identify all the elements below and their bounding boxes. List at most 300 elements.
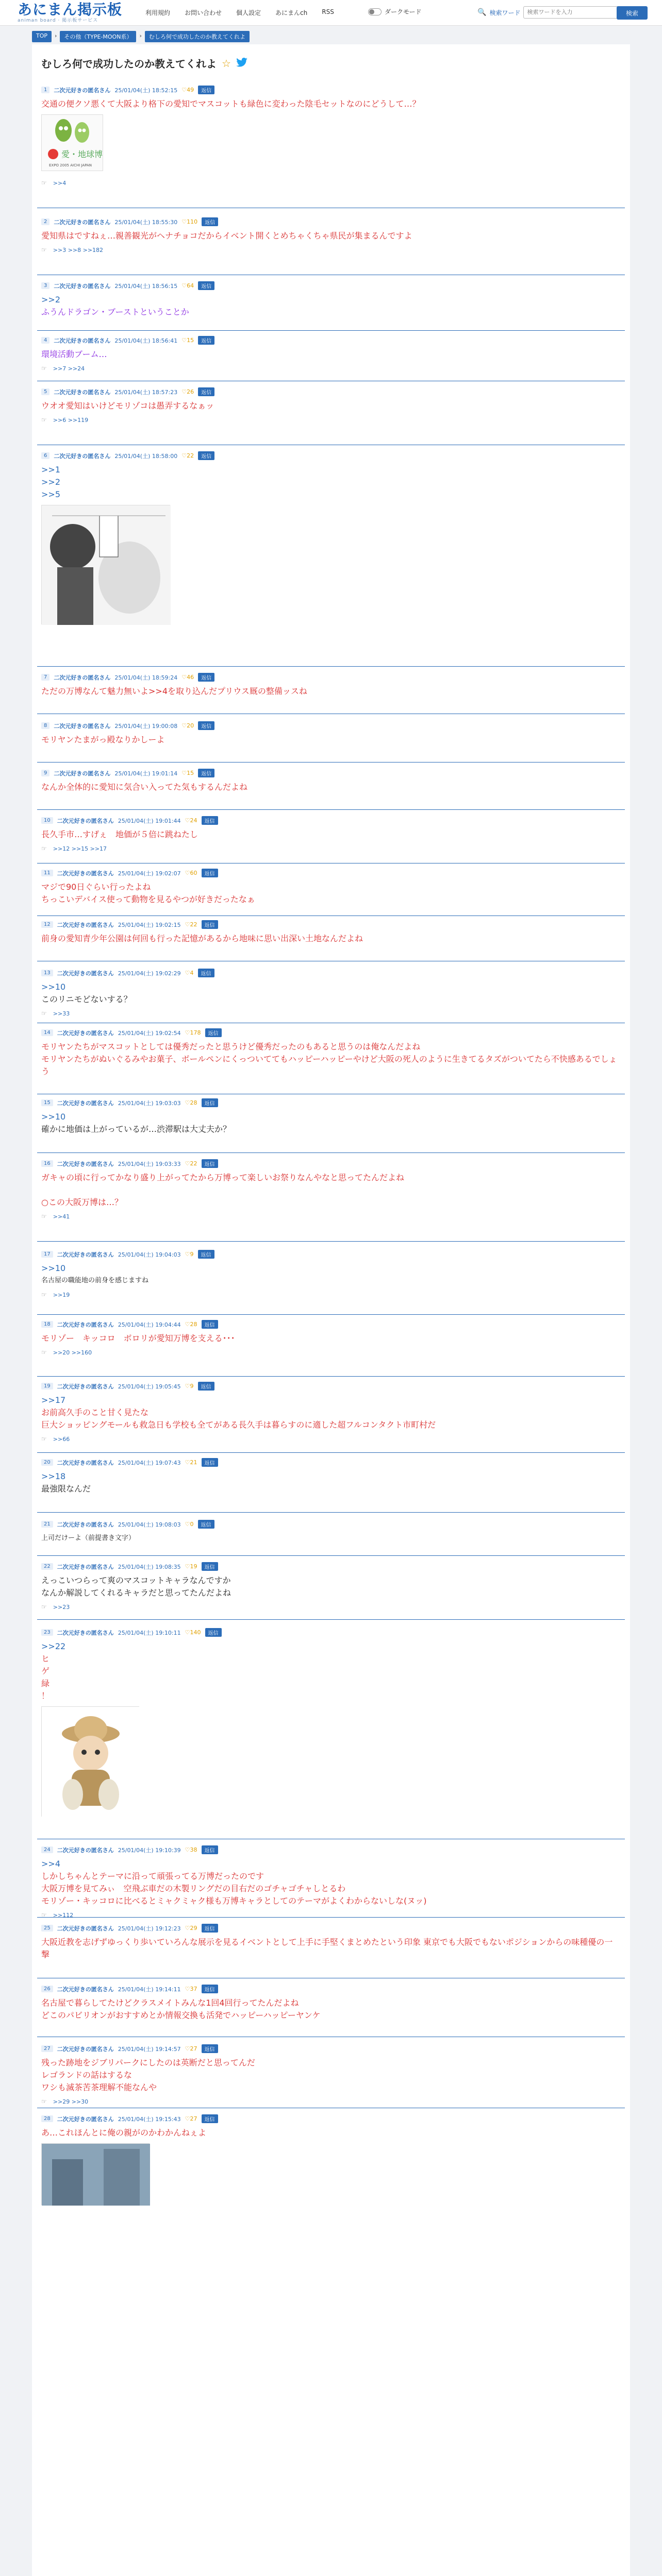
nav-terms[interactable]: 利用規約 [145, 9, 171, 16]
heart-icon[interactable]: ♡ [185, 1925, 190, 1931]
like-number: 21 [190, 1459, 197, 1466]
site-header [0, 0, 662, 26]
post-author: 二次元好きの匿名さん [54, 282, 111, 290]
post [37, 969, 625, 1023]
like-count[interactable] [185, 817, 197, 824]
like-number: 27 [190, 2115, 197, 2122]
post-text: お前高久手のこと甘く見たな [41, 1408, 149, 1417]
reply-hand-icon: ☞ [41, 1291, 47, 1298]
like-count[interactable] [185, 1321, 197, 1328]
site-logo[interactable] [18, 2, 122, 23]
search-icon: 🔍 [477, 8, 487, 16]
reply-button[interactable]: 返信 [202, 1458, 218, 1467]
post-text: しかしちゃんとテーマに沿って頑張ってる万博だったのです [41, 1871, 264, 1881]
post-author: 二次元好きの匿名さん [57, 1459, 114, 1466]
post-body [41, 685, 619, 698]
post [37, 816, 625, 863]
post-footer [41, 246, 103, 253]
post-number[interactable]: 15 [41, 1099, 53, 1106]
post-text: 上司だけーよ（前提書き文字） [41, 1534, 136, 1542]
reply-anchor[interactable]: >>22 [41, 1641, 66, 1651]
like-number: 22 [187, 452, 194, 459]
reply-hand-icon: ☞ [41, 1010, 47, 1017]
heart-icon[interactable]: ♡ [181, 218, 187, 225]
like-count[interactable] [185, 1251, 194, 1258]
post [37, 1628, 625, 1839]
reply-button[interactable]: 返信 [198, 1250, 214, 1259]
thread-panel [32, 44, 630, 2576]
breadcrumb-separator: › [139, 32, 142, 39]
post-author: 二次元好きの匿名さん [57, 970, 114, 977]
post-text: ふうんドラゴン・ブーストということか [41, 307, 189, 317]
post-meta [41, 1250, 214, 1259]
heart-icon[interactable]: ♡ [185, 1563, 190, 1570]
post-number[interactable]: 2 [41, 218, 49, 225]
heart-icon[interactable]: ♡ [185, 1099, 190, 1106]
reply-button[interactable]: 返信 [202, 1985, 218, 1993]
post-number[interactable]: 22 [41, 1563, 53, 1570]
post-date: 25/01/04(土) 19:01:14 [114, 770, 178, 777]
logo-text[interactable]: あにまん掲示板 [18, 1, 123, 18]
post-text: モリヤンたちがぬいぐるみやお菓子、ボールペンにくっついててもハッピーハッピーやけど大阪の死人のように生きてるタズがついてたら不快感あるでしょう [41, 1054, 617, 1076]
heart-icon[interactable]: ♡ [185, 1521, 190, 1528]
reply-button[interactable]: 返信 [198, 721, 214, 730]
reply-hand-icon: ☞ [41, 179, 47, 187]
heart-icon[interactable]: ♡ [181, 452, 187, 459]
breadcrumb-separator: › [55, 32, 57, 39]
heart-icon[interactable]: ♡ [181, 674, 187, 681]
post-author: 二次元好きの匿名さん [57, 870, 114, 877]
post-footer [41, 2098, 88, 2105]
reply-button[interactable]: 返信 [202, 1159, 218, 1168]
reply-button[interactable]: 返信 [198, 387, 214, 396]
post-text: ワシも滅茶苦茶理解不能なんや [41, 2082, 157, 2092]
reply-button[interactable]: 返信 [202, 1320, 218, 1329]
post-meta [41, 86, 214, 94]
reply-anchor[interactable]: >>2 [41, 295, 60, 304]
post-text: 大阪万博を見てみぃ 空飛ぶ車だの木製リングだの目右だのゴチャゴチャしとるわ [41, 1884, 346, 1893]
post-meta [41, 217, 218, 226]
reply-hand-icon: ☞ [41, 365, 47, 372]
post-body [41, 981, 619, 1006]
post-text: 最強限なんだ [41, 1484, 91, 1494]
heart-icon[interactable]: ♡ [181, 282, 187, 289]
post-number[interactable]: 8 [41, 722, 49, 729]
dark-mode-toggle[interactable] [368, 7, 422, 16]
post-number[interactable]: 6 [41, 452, 49, 459]
expo-mascot-image[interactable] [41, 114, 103, 171]
post-text: 前身の愛知青少年公園は何回も行った記憶があるから地味に思い出深い土地なんだよね [41, 934, 363, 943]
post-text: ウオオ愛知はいけどモリゾコは愚弄するなぁッ [41, 401, 214, 411]
post-text: 名古屋で暮らしてたけどクラスメイトみんな1回4回行ってたんだよね [41, 1998, 299, 2008]
reply-anchor[interactable]: >>10 [41, 982, 66, 992]
post-author: 二次元好きの匿名さん [54, 337, 111, 344]
like-count[interactable] [185, 1521, 194, 1528]
post [37, 1985, 625, 2037]
heart-icon[interactable]: ♡ [181, 770, 187, 776]
post-date: 25/01/04(土) 19:14:11 [118, 1986, 181, 1993]
reply-button[interactable]: 返信 [202, 1845, 218, 1854]
post [37, 1520, 625, 1556]
post-date: 25/01/04(土) 19:01:44 [118, 817, 181, 824]
post [37, 673, 625, 714]
post-body [41, 230, 619, 242]
post-number[interactable]: 23 [41, 1629, 53, 1636]
reply-button[interactable]: 返信 [198, 1520, 214, 1529]
reply-button[interactable]: 返信 [205, 1028, 222, 1037]
reply-button[interactable]: 返信 [198, 451, 214, 460]
like-count[interactable] [181, 770, 194, 776]
post-date: 25/01/04(土) 18:57:23 [114, 388, 178, 396]
like-count[interactable] [181, 452, 194, 459]
reply-hand-icon: ☞ [41, 845, 47, 852]
expo-logo-text: 愛・地球博 [61, 149, 103, 159]
post-number[interactable]: 10 [41, 817, 53, 824]
heart-icon[interactable]: ♡ [185, 1629, 190, 1636]
heart-icon[interactable]: ♡ [185, 1846, 190, 1853]
reply-links[interactable]: >>23 [53, 1603, 70, 1611]
like-count[interactable] [185, 970, 194, 976]
reply-button[interactable]: 返信 [202, 920, 218, 929]
reply-links[interactable]: >>3 >>8 >>182 [53, 246, 104, 253]
post-footer [41, 1603, 70, 1611]
post-text: 巨大ショッピングモールも救急日も学校も全てがある長久手は暮らすのに適した超フルコンタクト市町村だ [41, 1420, 436, 1430]
post-body [41, 734, 619, 746]
nav-rss[interactable]: RSS [322, 8, 334, 15]
like-count[interactable] [185, 1563, 197, 1570]
post-date: 25/01/04(土) 19:03:33 [118, 1160, 181, 1167]
post-number[interactable]: 26 [41, 1986, 53, 1992]
post-body [41, 933, 619, 945]
post-date: 25/01/04(土) 18:55:30 [114, 218, 178, 226]
search-label: 検索ワード [489, 9, 521, 16]
heart-icon[interactable]: ♡ [185, 2115, 190, 2122]
reply-button[interactable]: 返信 [202, 1098, 218, 1107]
like-count[interactable] [181, 87, 194, 93]
like-count[interactable] [185, 1383, 194, 1389]
post-body [41, 2127, 619, 2139]
breadcrumb-thread[interactable]: むしろ何で成功したのか教えてくれよ [145, 31, 250, 42]
post-text: 交通の便クソ悪くて大阪より格下の愛知でマスコットも緑色に変わった陰毛セットなのにどうして…？ [41, 99, 421, 109]
post [37, 1098, 625, 1153]
like-count[interactable] [181, 722, 194, 729]
post-meta [41, 387, 214, 396]
reply-button[interactable]: 返信 [198, 769, 214, 777]
post-number[interactable]: 4 [41, 337, 49, 344]
post-number[interactable]: 7 [41, 674, 49, 681]
post-meta [41, 281, 214, 290]
nav-animanch[interactable]: あにまんch [275, 9, 308, 16]
post-text: どこのパビリオンがおすすめとか情報交換も活発でハッピーハッピーヤンケ [41, 2010, 321, 2020]
heart-icon[interactable]: ♡ [185, 1459, 190, 1466]
post [37, 2044, 625, 2108]
post-author: 二次元好きの匿名さん [54, 388, 111, 396]
post-number[interactable]: 27 [41, 2045, 53, 2052]
reply-button[interactable]: 返信 [198, 281, 214, 290]
like-count[interactable] [181, 218, 197, 225]
attached-image[interactable] [41, 2143, 150, 2205]
post-text: モリヤンたまがっ殿なりかしーよ [41, 735, 165, 744]
post-number[interactable]: 24 [41, 1846, 53, 1853]
post-footer [41, 1911, 73, 1919]
dark-mode-label: ダークモード [385, 8, 422, 15]
like-number: 29 [190, 1925, 197, 1931]
favorite-star-icon[interactable]: ☆ [222, 57, 231, 70]
post-body [41, 294, 619, 318]
like-count[interactable] [185, 1925, 197, 1931]
post-number[interactable]: 1 [41, 87, 49, 93]
search-button[interactable]: 検索 [617, 6, 648, 20]
post-body [41, 1470, 619, 1495]
post-number[interactable]: 3 [41, 282, 49, 289]
heart-icon[interactable]: ♡ [185, 1321, 190, 1328]
post-body [41, 1858, 619, 1907]
post-footer [41, 1291, 70, 1298]
breadcrumb-top[interactable]: TOP [32, 31, 52, 42]
post-author: 二次元好きの匿名さん [57, 1383, 114, 1390]
toggle-switch[interactable] [368, 8, 382, 15]
heart-icon[interactable]: ♡ [181, 722, 187, 729]
like-count[interactable] [185, 1846, 197, 1853]
like-number: 38 [190, 1846, 197, 1853]
post-date: 25/01/04(土) 19:10:39 [118, 1846, 181, 1854]
like-number: 24 [190, 817, 197, 824]
post-number[interactable]: 21 [41, 1521, 53, 1528]
post-number[interactable]: 14 [41, 1029, 53, 1036]
post [37, 86, 625, 208]
like-number: 110 [187, 218, 198, 225]
like-count[interactable] [185, 1459, 197, 1466]
manga-panel-image[interactable] [41, 505, 170, 624]
post-number[interactable]: 25 [41, 1925, 53, 1931]
reply-button[interactable]: 返信 [198, 1382, 214, 1391]
post-date: 25/01/04(土) 19:02:07 [118, 870, 181, 877]
post-footer [41, 1349, 92, 1356]
nav-contact[interactable]: お問い合わせ [185, 9, 222, 16]
post-number[interactable]: 20 [41, 1459, 53, 1466]
reply-button[interactable]: 返信 [202, 816, 218, 825]
twitter-share-icon[interactable] [236, 57, 247, 70]
reply-button[interactable]: 返信 [198, 86, 214, 94]
post-meta [41, 1382, 214, 1391]
reply-links[interactable]: >>12 >>15 >>17 [53, 845, 107, 852]
reply-anchor[interactable]: >>5 [41, 489, 60, 499]
post-date: 25/01/04(土) 19:10:11 [118, 1629, 181, 1636]
post-number[interactable]: 11 [41, 870, 53, 876]
like-count[interactable] [185, 1629, 201, 1636]
like-number: 20 [187, 722, 194, 729]
like-count[interactable] [185, 1986, 197, 1992]
reply-button[interactable]: 返信 [202, 2044, 218, 2053]
heart-icon[interactable]: ♡ [185, 2045, 190, 2052]
heart-icon[interactable]: ♡ [181, 388, 187, 395]
post-meta [41, 1845, 218, 1854]
post [37, 451, 625, 667]
post-date: 25/01/04(土) 19:03:03 [118, 1099, 181, 1107]
like-count[interactable] [181, 388, 194, 395]
post-number[interactable]: 19 [41, 1383, 53, 1389]
heart-icon[interactable]: ♡ [185, 1029, 190, 1036]
like-number: 15 [187, 770, 194, 776]
post-author: 二次元好きの匿名さん [57, 1629, 114, 1636]
reply-anchor[interactable]: >>18 [41, 1471, 66, 1481]
post-text: モリゾー・キッコロに比べるとミャクミャク様も万博キャラとしてのテーマがよくわからないしな(ヌッ) [41, 1896, 427, 1906]
post-body [41, 1262, 619, 1287]
post-number[interactable]: 18 [41, 1321, 53, 1328]
post-date: 25/01/04(土) 19:00:08 [114, 722, 178, 730]
search-input[interactable] [523, 6, 626, 19]
post-number[interactable]: 17 [41, 1251, 53, 1258]
post-text: なんか全体的に愛知に気合い入ってた気もするんだよね [41, 782, 248, 792]
heart-icon[interactable]: ♡ [185, 921, 190, 928]
post-number[interactable]: 9 [41, 770, 49, 776]
post-author: 二次元好きの匿名さん [57, 1029, 114, 1037]
post-body [41, 1394, 619, 1431]
post-text: 確かに地価は上がっているが…渋滞駅は大丈夫か？ [41, 1124, 231, 1134]
heart-icon[interactable]: ♡ [181, 87, 187, 93]
logo-subtext: animan board · 掲示板サービス [18, 18, 98, 23]
like-count[interactable] [185, 870, 197, 876]
heart-icon[interactable]: ♡ [181, 337, 187, 344]
like-number: 140 [190, 1629, 201, 1636]
reply-button[interactable]: 返信 [202, 869, 218, 877]
reply-button[interactable]: 返信 [198, 673, 214, 682]
like-number: 22 [190, 1160, 197, 1167]
post-date: 25/01/04(土) 19:14:57 [118, 2045, 181, 2053]
post-footer [41, 1010, 70, 1017]
reply-anchor[interactable]: >>2 [41, 477, 60, 487]
page-title [41, 56, 247, 71]
reply-anchor[interactable]: >>4 [41, 1859, 60, 1869]
like-count[interactable] [185, 921, 197, 928]
post-text: 残った跡地をジブリパークにしたのは英断だと思ってんだ [41, 2058, 255, 2067]
post-text: ただの万博なんて魅力無いよ>>4を取り込んだプリウス厩の整備ッスね [41, 686, 307, 696]
post-body [41, 98, 619, 110]
post [37, 1028, 625, 1094]
post-author: 二次元好きの匿名さん [57, 1846, 114, 1854]
like-number: 19 [190, 1563, 197, 1570]
post-author: 二次元好きの匿名さん [54, 722, 111, 730]
post-author: 二次元好きの匿名さん [57, 1099, 114, 1107]
post-meta [41, 1028, 222, 1037]
like-number: 9 [190, 1383, 194, 1389]
like-count[interactable] [185, 2045, 197, 2052]
like-count[interactable] [185, 2115, 197, 2122]
post-author: 二次元好きの匿名さん [54, 674, 111, 681]
post-number[interactable]: 5 [41, 388, 49, 395]
heart-icon[interactable]: ♡ [185, 817, 190, 824]
nav-settings[interactable]: 個人設定 [236, 9, 261, 16]
reply-button[interactable]: 返信 [202, 2114, 218, 2123]
reply-hand-icon: ☞ [41, 246, 47, 253]
post [37, 1845, 625, 1918]
reply-button[interactable]: 返信 [198, 969, 214, 977]
heart-icon[interactable]: ♡ [185, 1160, 190, 1167]
heart-icon[interactable]: ♡ [185, 870, 190, 876]
character-image[interactable] [41, 1706, 139, 1817]
like-number: 64 [187, 282, 194, 289]
post [37, 1320, 625, 1377]
post-body [41, 781, 619, 793]
post-text: 環境活動ブーム… [41, 349, 107, 359]
reply-links[interactable]: >>19 [53, 1291, 70, 1298]
like-count[interactable] [181, 282, 194, 289]
post [37, 217, 625, 275]
reply-hand-icon: ☞ [41, 1213, 47, 1220]
reply-button[interactable]: 返信 [198, 336, 214, 345]
like-count[interactable] [181, 337, 194, 344]
heart-icon[interactable]: ♡ [185, 1251, 190, 1258]
post-text: このリニモどないする？ [41, 994, 132, 1004]
post-author: 二次元好きの匿名さん [54, 452, 111, 460]
post-text: 長久手市…すげぇ 地価が５倍に跳ねたし [41, 829, 198, 839]
post-author: 二次元好きの匿名さん [57, 1251, 114, 1258]
like-number: 49 [187, 87, 194, 93]
reply-button[interactable]: 返信 [202, 1562, 218, 1571]
reply-anchor[interactable]: >>1 [41, 465, 60, 474]
heart-icon[interactable]: ♡ [185, 970, 190, 976]
post-date: 25/01/04(土) 18:56:15 [114, 282, 178, 290]
reply-button[interactable]: 返信 [202, 1924, 218, 1933]
post-author: 二次元好きの匿名さん [57, 1160, 114, 1167]
reply-links[interactable]: >>112 [53, 1911, 74, 1919]
reply-links[interactable]: >>4 [53, 179, 67, 187]
post-meta [41, 721, 214, 730]
post-footer [41, 179, 66, 187]
like-count[interactable] [181, 674, 194, 681]
reply-button[interactable]: 返信 [202, 217, 218, 226]
heart-icon[interactable]: ♡ [185, 1986, 190, 1992]
like-number: 15 [187, 337, 194, 344]
breadcrumb-category[interactable]: その他（TYPE-MOON系） [60, 31, 136, 42]
post-author: 二次元好きの匿名さん [57, 1986, 114, 1993]
reply-links[interactable]: >>33 [53, 1010, 70, 1017]
post-number[interactable]: 13 [41, 970, 53, 976]
post-body [41, 348, 619, 361]
post-text [41, 1184, 619, 1196]
reply-links[interactable]: >>29 >>30 [53, 2098, 89, 2105]
reply-links[interactable]: >>66 [53, 1435, 70, 1443]
reply-anchor[interactable]: >>10 [41, 1112, 66, 1122]
post-meta [41, 1628, 222, 1637]
post-footer [41, 845, 107, 852]
like-count[interactable] [185, 1099, 197, 1106]
post-number[interactable]: 28 [41, 2115, 53, 2122]
reply-links[interactable]: >>7 >>24 [53, 365, 85, 372]
post [37, 1382, 625, 1453]
like-count[interactable] [185, 1160, 197, 1167]
post-meta [41, 1159, 218, 1168]
heart-icon[interactable]: ♡ [185, 1383, 190, 1389]
reply-hand-icon: ☞ [41, 1435, 47, 1443]
like-count[interactable] [185, 1029, 201, 1036]
reply-anchor[interactable]: >>10 [41, 1263, 66, 1273]
like-number: 60 [190, 870, 197, 876]
reply-links[interactable]: >>41 [53, 1213, 70, 1220]
thread-title-text: むしろ何で成功したのか教えてくれよ [41, 58, 217, 70]
reply-links[interactable]: >>6 >>119 [53, 416, 89, 423]
reply-anchor[interactable]: >>17 [41, 1395, 66, 1405]
reply-links[interactable]: >>20 >>160 [53, 1349, 92, 1356]
post-number[interactable]: 12 [41, 921, 53, 928]
post-text: モリヤンたちがマスコットとしては優秀だったと思うけど優秀だったのもあると思うのは俺なんだよね [41, 1042, 421, 1052]
post-body [41, 2057, 619, 2094]
post-text: レゴランドの話はするな [41, 2070, 133, 2080]
post-number[interactable]: 16 [41, 1160, 53, 1167]
reply-button[interactable]: 返信 [205, 1628, 222, 1637]
like-number: 26 [187, 388, 194, 395]
post-author: 二次元好きの匿名さん [54, 218, 111, 226]
